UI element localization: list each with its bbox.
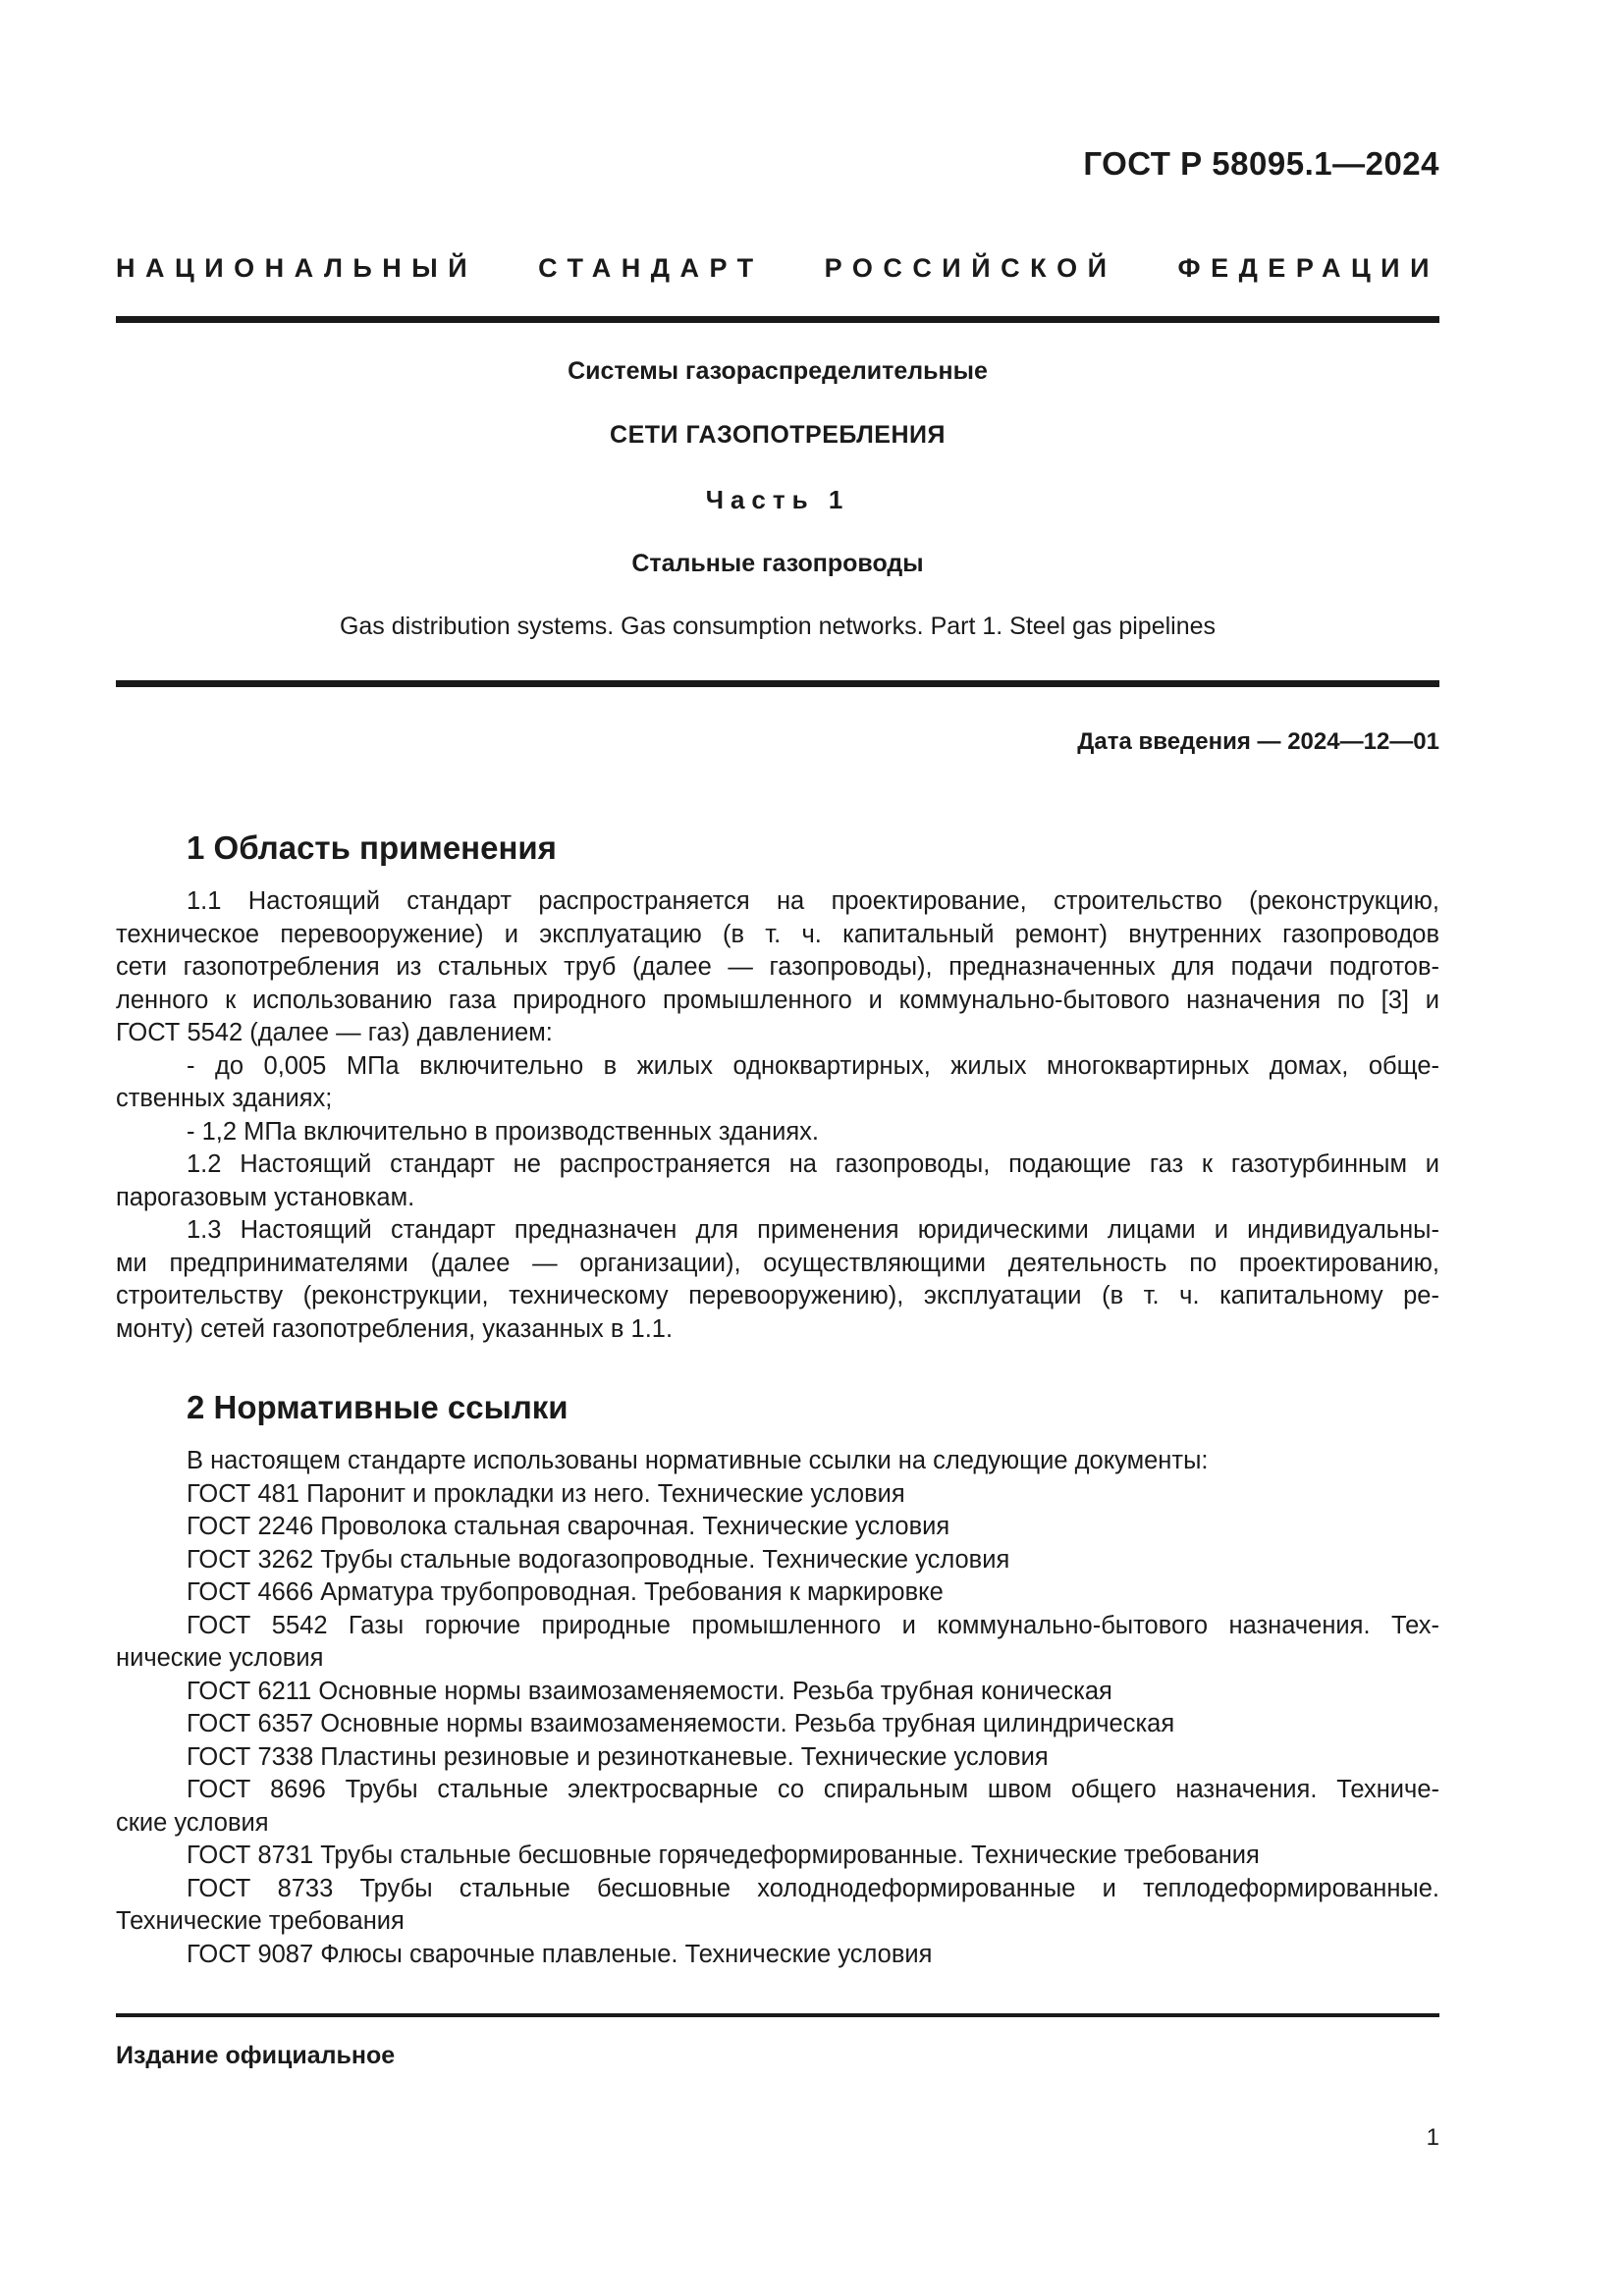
section-2-line: В настоящем стандарте использованы нормативные ссылки на следующие документы: — [187, 1447, 1209, 1474]
section-1-line: ленного к использованию газа природного промышленного и коммунально-бытового назначения по [3] и — [116, 986, 1439, 1014]
section-2-body — [116, 1445, 1439, 1971]
section-1-line: 1.1 Настоящий стандарт распространяется на проектирование, строительство (реконструкцию, — [187, 887, 1439, 915]
title-line-1: Системы газораспределительные — [568, 357, 988, 385]
reference-item-continuation: ские условия — [116, 1808, 269, 1837]
section-1-line: ственных зданиях; — [116, 1085, 333, 1112]
introduction-date: Дата введения — 2024—12—01 — [1077, 728, 1439, 755]
page-number: 1 — [1426, 2124, 1439, 2151]
reference-item: ГОСТ 5542 Газы горючие природные промышленного и коммунально-бытового назначения. Тех- — [187, 1611, 1439, 1639]
reference-item: ГОСТ 481 Паронит и прокладки из него. Технические условия — [187, 1479, 905, 1508]
reference-item: ГОСТ 7338 Пластины резиновые и резинотканевые. Технические условия — [187, 1742, 1049, 1771]
top-divider — [116, 316, 1439, 323]
section-1-body — [116, 885, 1439, 1346]
document-number: ГОСТ Р 58095.1—2024 — [1083, 145, 1439, 182]
title-line-3: Часть 1 — [705, 485, 850, 514]
reference-item: ГОСТ 9087 Флюсы сварочные плавленые. Технические условия — [187, 1940, 933, 1968]
english-title: Gas distribution systems. Gas consumption networks. Part 1. Steel gas pipelines — [339, 613, 1217, 640]
reference-item: ГОСТ 6211 Основные нормы взаимозаменяемости. Резьба трубная коническая — [187, 1677, 1112, 1705]
official-edition-label: Издание официальное — [116, 2042, 396, 2069]
reference-item: ГОСТ 4666 Арматура трубопроводная. Требования к маркировке — [187, 1578, 944, 1606]
reference-item: ГОСТ 8696 Трубы стальные электросварные со спиральным швом общего назначения. Техниче- — [187, 1776, 1439, 1803]
footer-divider — [116, 2013, 1439, 2017]
section-1-line: монту) сетей газопотребления, указанных в 1.1. — [116, 1314, 674, 1343]
title-line-2: СЕТИ ГАЗОПОТРЕБЛЕНИЯ — [610, 421, 946, 449]
reference-item: ГОСТ 8733 Трубы стальные бесшовные холоднодеформированные и теплодеформированные. — [187, 1874, 1439, 1902]
section-1-line: ми предпринимателями (далее — организации), осуществляющими деятельность по проектированию, — [116, 1249, 1439, 1277]
section-1-line: 1.3 Настоящий стандарт предназначен для применения юридическими лицами и индивидуальны- — [187, 1216, 1439, 1244]
reference-item: ГОСТ 6357 Основные нормы взаимозаменяемости. Резьба трубная цилиндрическая — [187, 1710, 1175, 1737]
title-divider — [116, 680, 1439, 687]
section-1-line: 1.2 Настоящий стандарт не распространяется на газопроводы, подающие газ к газотурбинным и — [187, 1150, 1439, 1178]
reference-item: ГОСТ 8731 Трубы стальные бесшовные горячедеформированные. Технические требования — [187, 1842, 1260, 1869]
section-1-line: - 1,2 МПа включительно в производственных зданиях. — [187, 1117, 820, 1146]
section-1-line: парогазовым установкам. — [116, 1183, 415, 1211]
section-1-heading: 1 Область применения — [187, 829, 557, 866]
title-line-4: Стальные газопроводы — [631, 550, 924, 577]
reference-item-continuation: нические условия — [116, 1644, 324, 1672]
reference-item-continuation: Технические требования — [116, 1907, 405, 1935]
section-1-line: сети газопотребления из стальных труб (далее — газопроводы), предназначенных для подачи подготов- — [116, 953, 1439, 981]
section-2-heading: 2 Нормативные ссылки — [187, 1389, 568, 1425]
section-1-line: - до 0,005 МПа включительно в жилых одноквартирных, жилых многоквартирных домах, обще- — [187, 1051, 1439, 1080]
section-1-line: техническое перевооружение) и эксплуатацию (в т. ч. капитальный ремонт) внутренних газопроводов — [116, 920, 1439, 948]
reference-item: ГОСТ 2246 Проволока стальная сварочная. Технические условия — [187, 1513, 950, 1540]
section-1-line: ГОСТ 5542 (далее — газ) давлением: — [116, 1019, 553, 1046]
reference-item: ГОСТ 3262 Трубы стальные водогазопроводные. Технические условия — [187, 1545, 1010, 1574]
national-standard-title: НАЦИОНАЛЬНЫЙ СТАНДАРТ РОССИЙСКОЙ ФЕДЕРАЦИИ — [116, 253, 1439, 283]
section-1-line: строительству (реконструкции, техническому перевооружению), эксплуатации (в т. ч. капитальному ре- — [116, 1282, 1439, 1309]
